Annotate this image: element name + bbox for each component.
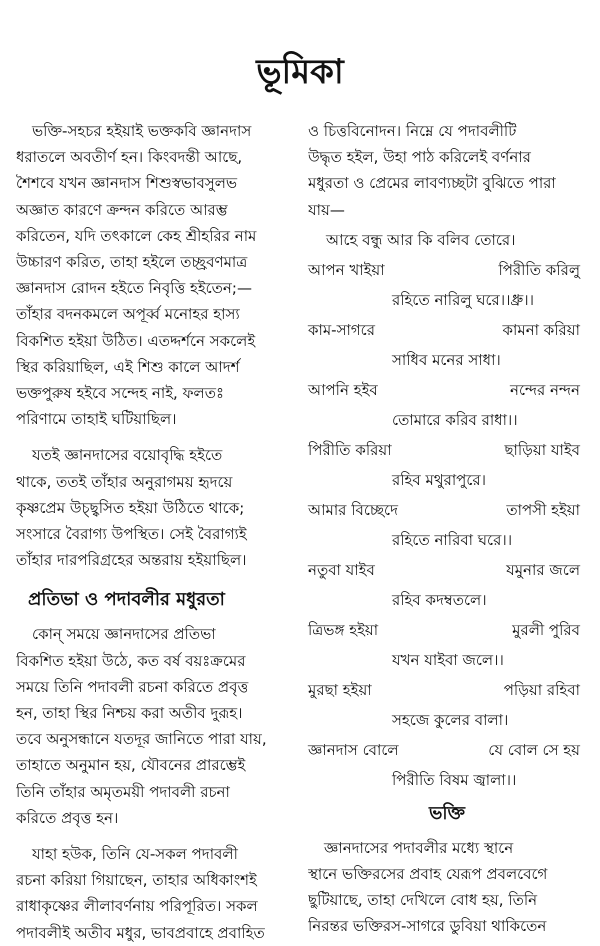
verse-refrain: যখন যাইবা জলে।।	[392, 650, 504, 669]
verse-line	[308, 437, 586, 463]
verse-right: নন্দের নন্দন	[510, 380, 580, 399]
text-line: উচ্চারণ করিত, তাহা হইলে তচ্ছ্রবণমাত্র	[16, 253, 248, 272]
verse-stanza	[308, 557, 586, 613]
text-line: যতই জ্ঞানদাসের বয়োবৃদ্ধি হইতে	[32, 446, 223, 465]
text-line: বিকশিত হইয়া উঠিত। এতদ্দর্শনে সকলেই	[16, 331, 256, 350]
verse-line	[308, 407, 586, 433]
verse-refrain: রহিতে নারিলু ঘরে।।ধ্রু।।	[392, 290, 534, 309]
text-line: স্থানে ভক্তিরসের প্রবাহ যেরূপ প্রবলবেগে	[308, 865, 548, 884]
verse-left: ত্রিভঙ্গ হইয়া	[308, 620, 379, 639]
text-line: তিনি তাঁহার অমৃতময়ী পদাবলী রচনা	[16, 782, 230, 801]
verse-line	[308, 767, 586, 793]
verse-line	[308, 677, 586, 703]
section-heading-talent: প্রতিভা ও পদাবলীর মধুরতা	[28, 589, 225, 611]
text-line: থাকে, ততই তাঁহার অনুরাগময় হৃদয়ে	[16, 472, 233, 491]
verse-line	[308, 257, 586, 283]
verse-right: কামনা করিয়া	[502, 320, 580, 339]
left-column	[16, 118, 294, 946]
text-line: করিতে প্রবৃত্ত হন।	[16, 808, 119, 827]
verse-line	[308, 497, 586, 523]
verse-left: আপন খাইয়া	[308, 260, 385, 279]
verse-text: আহে বন্ধু আর কি বলিব তোরে।	[326, 230, 516, 249]
section-heading-devotion: ভক্তি	[428, 802, 466, 824]
text-line: উদ্ধৃত হইল, উহা পাঠ করিলেই বর্ণনার	[308, 148, 531, 167]
text-line: নিরন্তর ভক্তিরস-সাগরে ডুবিয়া থাকিতেন	[308, 917, 547, 936]
text-line: ভক্তপুরুষ হইবে সন্দেহ নাই, ফলতঃ	[16, 384, 224, 403]
text-line: ও চিত্তবিনোদন। নিম্নে যে পদাবলীটি	[308, 122, 517, 140]
text-line: মধুরতা ও প্রেমের লাবণ্যচ্ছটা বুঝিতে পারা	[308, 174, 556, 193]
verse-stanza	[308, 617, 586, 673]
verse-line	[308, 617, 586, 643]
verse-left: জ্ঞানদাস বোলে	[308, 740, 399, 759]
text-line: অজ্ঞাত কারণে ক্রন্দন করিতে আরম্ভ	[16, 200, 228, 219]
verse-left: নতুবা যাইব	[308, 560, 375, 579]
verse-stanza	[308, 737, 586, 793]
text-line: পদাবলীই অতীব মধুর, ভাবপ্রবাহে প্রবাহিত	[16, 923, 265, 942]
verse-left: আপনি হইব	[308, 380, 378, 399]
verse-right: যে বোল সে হয়	[488, 740, 580, 759]
verse-right: পড়িয়া রহিবা	[503, 680, 580, 699]
verse-line	[308, 467, 586, 493]
text-line: যাহা হউক, তিনি যে-সকল পদাবলী	[32, 845, 238, 864]
text-line: তাঁহার বদনকমলে অপূর্ব্ব মনোহর হাস্য	[16, 305, 240, 324]
verse-left: মুরছা হইয়া	[308, 680, 372, 699]
text-line: স্থির করিয়াছিল, এই শিশু কালে আদর্শ	[16, 357, 240, 376]
paragraph-bhakti	[308, 835, 586, 940]
text-line: কোন্ সময়ে জ্ঞানদাসের প্রতিভা	[32, 625, 216, 644]
verse-line	[308, 587, 586, 613]
verse-left: আমার বিচ্ছেদে	[308, 500, 398, 519]
text-line: বিকশিত হইয়া উঠে, কত বর্ষ বয়ঃক্রমের	[16, 651, 246, 670]
text-line: হন, তাহা স্থির নিশ্চয় করা অতীব দুরূহ।	[16, 704, 243, 723]
text-line: রাধাকৃষ্ণের লীলাবর্ণনায় পরিপূরিত। সকল	[16, 897, 258, 916]
verse-line	[308, 347, 586, 373]
text-line: যায়—	[308, 200, 345, 219]
verse-line	[308, 377, 586, 403]
text-line: সময়ে তিনি পদাবলী রচনা করিতে প্রবৃত্ত	[16, 677, 249, 696]
verse-line	[308, 707, 586, 733]
verse-line	[308, 287, 586, 313]
verse-stanza	[308, 677, 586, 733]
text-line: ছুটিয়াছে, তাহা দেখিলে বোধ হয়, তিনি	[308, 891, 538, 910]
verse-refrain: রহিব কদম্বতলে।	[392, 590, 487, 609]
verse-right: ছাড়িয়া যাইব	[504, 440, 580, 459]
text-line: রচনা করিয়া গিয়াছেন, তাহার অধিকাংশই	[16, 871, 257, 890]
verse-stanza	[308, 317, 586, 373]
verse-refrain: রহিতে নারিবা ঘরে।।	[392, 530, 513, 549]
verse-left: পিরীতি করিয়া	[308, 440, 392, 459]
text-line: ভক্তি-সহচর হইয়াই ভক্তকবি জ্ঞানদাস	[32, 122, 252, 140]
right-column	[308, 118, 586, 940]
verse-refrain: তোমারে করিব রাধা।।	[392, 410, 518, 429]
verse-line	[308, 737, 586, 763]
verse-refrain: রহিব মথুরাপুরে।	[392, 470, 487, 489]
verse-stanza	[308, 497, 586, 553]
verse-line	[308, 317, 586, 343]
text-line: তাঁহার দারপরিগ্রহের অন্তরায় হইয়াছিল।	[16, 551, 247, 570]
text-line: জ্ঞানদাসের পদাবলীর মধ্যে স্থানে	[324, 838, 514, 857]
verse-right: পিরীতি করিলু	[498, 260, 580, 279]
paragraph-devotion	[16, 442, 294, 573]
verse-right: তাপসী হইয়া	[506, 500, 580, 519]
paragraph-childhood	[16, 118, 294, 432]
text-line: সংসারে বৈরাগ্য উপস্থিত। সেই বৈরাগ্যই	[16, 525, 247, 544]
verse-refrain: সাধিব মনের সাধা।	[392, 350, 501, 369]
verse-stanza	[308, 437, 586, 493]
verse-refrain: সহজে কুলের বালা।	[392, 710, 509, 729]
verse-line	[308, 647, 586, 673]
verse-refrain: পিরীতি বিষম জ্বালা।।	[392, 770, 517, 789]
verse-right: যমুনার জলে	[506, 560, 580, 579]
verse-left: কাম-সাগরে	[308, 320, 375, 339]
text-line: জ্ঞানদাস রোদন হইতে নিবৃত্তি হইতেন;—	[16, 279, 252, 298]
text-line: তবে অনুসন্ধানে যতদূর জানিতে পারা যায়,	[16, 730, 267, 749]
text-line: তাহাতে অনুমান হয়, যৌবনের প্রারম্ভেই	[16, 756, 246, 775]
page-title: ভূমিকা	[256, 52, 344, 92]
verse-line	[308, 227, 586, 253]
text-line: ধরাতলে অবতীর্ণ হন। কিংবদন্তী আছে,	[16, 148, 243, 167]
paragraph-intro	[308, 118, 586, 223]
paragraph-talent	[16, 621, 294, 831]
verse-line	[308, 557, 586, 583]
text-line: পরিণামে তাহাই ঘটিয়াছিল।	[16, 410, 177, 429]
text-line: করিতেন, যদি তৎকালে কেহ শ্রীহরির নাম	[16, 226, 257, 245]
text-line: শৈশবে যখন জ্ঞানদাস শিশুস্বভাবসুলভ	[16, 174, 238, 193]
verse-right: মুরলী পুরিব	[512, 620, 580, 639]
paragraph-padabali	[16, 841, 294, 946]
verse-line	[308, 527, 586, 553]
verse-stanza	[308, 257, 586, 313]
text-line: কৃষ্ণপ্রেম উচ্ছ্বসিত হইয়া উঠিতে থাকে;	[16, 498, 245, 517]
verse-stanza	[308, 377, 586, 433]
